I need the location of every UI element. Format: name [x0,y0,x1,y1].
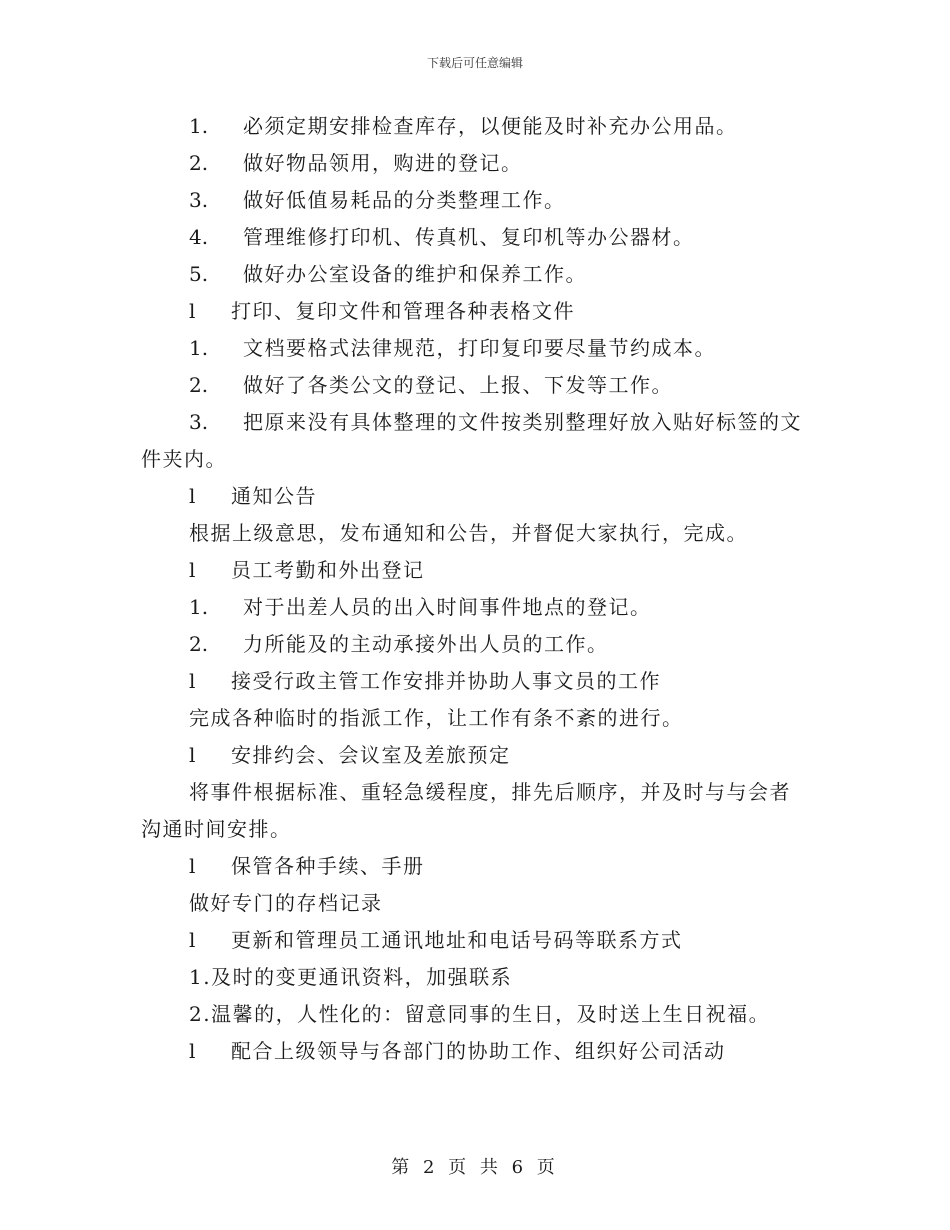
line-text: 沟通时间安排。 [141,817,292,841]
line-text: 通知公告 [231,484,317,508]
list-number: 2. [189,151,209,175]
document-line [141,737,821,774]
list-bullet: l [189,484,196,508]
document-line [141,367,821,404]
document-line [141,922,821,959]
list-bullet: l [189,558,196,582]
document-line [141,293,821,330]
document-line [141,774,821,811]
document-line [141,478,821,515]
list-number: 4. [189,225,209,249]
list-number: 3. [189,410,209,434]
document-line [141,811,821,848]
document-line [141,700,821,737]
line-text: 安排约会、会议室及差旅预定 [231,743,511,767]
document-line [141,182,821,219]
line-text: 做好专门的存档记录 [189,891,383,915]
list-bullet: l [189,928,196,952]
list-number: 2. [189,632,209,656]
page-header: 下载后可任意编辑 [426,56,523,70]
line-text: 完成各种临时的指派工作，让工作有条不紊的进行。 [189,706,684,730]
line-text: 1.及时的变更通讯资料，加强联系 [189,965,513,989]
line-text: 必须定期安排检查库存，以便能及时补充办公用品。 [243,114,738,138]
line-text: 对于出差人员的出入时间事件地点的登记。 [243,595,652,619]
list-number: 1. [189,336,209,360]
line-text: 做好了各类公文的登记、上报、下发等工作。 [243,373,673,397]
line-text: 做好低值易耗品的分类整理工作。 [243,188,566,212]
line-text: 2.温馨的，人性化的：留意同事的生日，及时送上生日祝福。 [189,1002,771,1026]
line-text: 更新和管理员工通讯地址和电话号码等联系方式 [231,928,683,952]
line-text: 文档要格式法律规范，打印复印要尽量节约成本。 [243,336,716,360]
document-line [141,515,821,552]
document-line [141,959,821,996]
document-line [141,996,821,1033]
document-line [141,589,821,626]
line-text: 做好办公室设备的维护和保养工作。 [243,262,587,286]
document-line [141,219,821,256]
document-line [141,626,821,663]
document-line [141,330,821,367]
line-text: 根据上级意思，发布通知和公告，并督促大家执行，完成。 [189,521,748,545]
list-number: 3. [189,188,209,212]
list-bullet: l [189,1039,196,1063]
line-text: 配合上级领导与各部门的协助工作、组织好公司活动 [231,1039,726,1063]
line-text: 件夹内。 [141,447,227,471]
list-number: 2. [189,373,209,397]
line-text: 做好物品领用，购进的登记。 [243,151,523,175]
document-line [141,552,821,589]
line-text: 保管各种手续、手册 [231,854,425,878]
document-line [141,441,821,478]
line-text: 把原来没有具体整理的文件按类别整理好放入贴好标签的文 [243,410,802,434]
line-text: 打印、复印文件和管理各种表格文件 [231,299,575,323]
list-number: 5. [189,262,209,286]
document-line [141,663,821,700]
document-line [141,885,821,922]
document-line [141,145,821,182]
list-bullet: l [189,743,196,767]
document-line [141,848,821,885]
line-text: 员工考勤和外出登记 [231,558,425,582]
page-footer: 第 2 页 共 6 页 [391,1157,559,1178]
line-text: 管理维修打印机、传真机、复印机等办公器材。 [243,225,695,249]
document-line [141,256,821,293]
list-bullet: l [189,669,196,693]
document-line [141,404,821,441]
list-number: 1. [189,114,209,138]
list-bullet: l [189,299,196,323]
list-number: 1. [189,595,209,619]
list-bullet: l [189,854,196,878]
line-text: 力所能及的主动承接外出人员的工作。 [243,632,609,656]
document-line [141,108,821,145]
line-text: 接受行政主管工作安排并协助人事文员的工作 [231,669,661,693]
line-text: 将事件根据标准、重轻急缓程度，排先后顺序，并及时与与会者 [189,780,791,804]
document-body [141,108,821,1070]
document-line [141,1033,821,1070]
